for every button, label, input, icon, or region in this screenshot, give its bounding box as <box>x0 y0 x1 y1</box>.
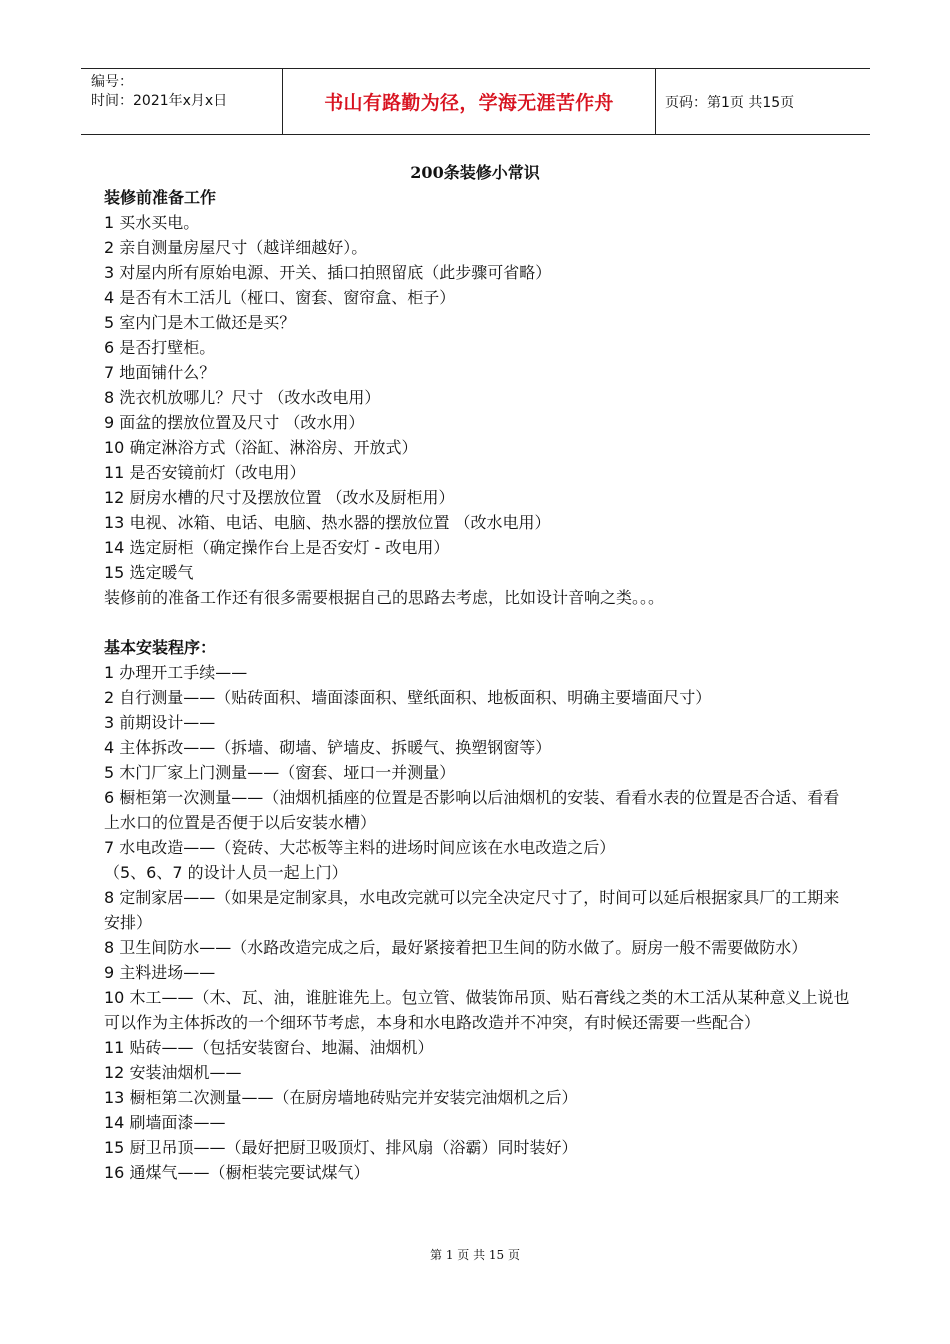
list-item: 12 安装油烟机—— <box>104 1063 242 1082</box>
list-item: 11 贴砖——（包括安装窗台、地漏、油烟机） <box>104 1038 434 1057</box>
list-item: 9 面盆的摆放位置及尺寸 （改水用） <box>104 413 365 432</box>
paragraph: 装修前的准备工作还有很多需要根据自己的思路去考虑，比如设计音响之类。。。 <box>104 588 665 607</box>
document-title: 200条装修小常识 <box>410 163 540 182</box>
page-footer: 第 1 页 共 15 页 <box>430 1248 520 1262</box>
list-item: 1 买水买电。 <box>104 213 200 232</box>
list-item: 8 洗衣机放哪儿？尺寸 （改水改电用） <box>104 388 381 407</box>
section-spacer <box>104 610 854 635</box>
document-body <box>104 185 854 1185</box>
list-item: （5、6、7 的设计人员一起上门） <box>104 863 348 882</box>
list-item: 11 是否安镜前灯（改电用） <box>104 463 306 482</box>
list-item: 13 电视、冰箱、电话、电脑、热水器的摆放位置 （改水电用） <box>104 513 551 532</box>
list-item: 10 木工——（木、瓦、油，谁脏谁先上。包立管、做装饰吊顶、贴石膏线之类的木工活从某种意义上说也可以作为主体拆改的一个细环节考虑，本身和水电路改造并不冲突，有时候还需要一些配合） <box>104 988 850 1032</box>
date-line: 时间：2021年x月x日 <box>91 93 228 109</box>
list-item: 13 橱柜第二次测量——（在厨房墙地砖贴完并安装完油烟机之后） <box>104 1088 578 1107</box>
header-divider <box>655 69 656 134</box>
list-item: 16 通煤气——（橱柜装完要试煤气） <box>104 1163 370 1182</box>
list-item: 9 主料进场—— <box>104 963 216 982</box>
header-motto: 书山有路勤为径，学海无涯苦作舟 <box>324 92 614 114</box>
list-item: 15 选定暖气 <box>104 563 194 582</box>
list-item: 2 自行测量——（贴砖面积、墙面漆面积、壁纸面积、地板面积、明确主要墙面尺寸） <box>104 688 712 707</box>
list-item: 5 室内门是木工做还是买？ <box>104 313 296 332</box>
header-page-info: 页码：第1页 共15页 <box>665 94 795 111</box>
list-item: 15 厨卫吊顶——（最好把厨卫吸顶灯、排风扇（浴霸）同时装好） <box>104 1138 578 1157</box>
code-label: 编号： <box>91 74 133 90</box>
list-item: 7 地面铺什么？ <box>104 363 216 382</box>
list-item: 14 选定厨柜（确定操作台上是否安灯 - 改电用） <box>104 538 450 557</box>
page-header <box>81 68 870 135</box>
list-item: 10 确定淋浴方式（浴缸、淋浴房、开放式） <box>104 438 418 457</box>
section-heading: 装修前准备工作 <box>104 188 217 207</box>
section-heading: 基本安装程序： <box>104 638 217 657</box>
header-meta <box>91 73 281 111</box>
list-item: 12 厨房水槽的尺寸及摆放位置 （改水及厨柜用） <box>104 488 455 507</box>
list-item: 1 办理开工手续—— <box>104 663 248 682</box>
list-item: 2 亲自测量房屋尺寸（越详细越好）。 <box>104 238 368 257</box>
list-item: 3 前期设计—— <box>104 713 216 732</box>
list-item: 8 卫生间防水——（水路改造完成之后，最好紧接着把卫生间的防水做了。厨房一般不需要做防水） <box>104 938 808 957</box>
list-item: 4 主体拆改——（拆墙、砌墙、铲墙皮、拆暖气、换塑钢窗等） <box>104 738 552 757</box>
list-item: 14 刷墙面漆—— <box>104 1113 226 1132</box>
list-item: 6 橱柜第一次测量——（油烟机插座的位置是否影响以后油烟机的安装、看看水表的位置是否合适、看看上水口的位置是否便于以后安装水槽） <box>104 788 840 832</box>
list-item: 8 定制家居——（如果是定制家具，水电改完就可以完全决定尺寸了，时间可以延后根据家具厂的工期来安排） <box>104 888 840 932</box>
list-item: 3 对屋内所有原始电源、开关、插口拍照留底（此步骤可省略） <box>104 263 552 282</box>
list-item: 6 是否打壁柜。 <box>104 338 216 357</box>
list-item: 7 水电改造——（瓷砖、大芯板等主料的进场时间应该在水电改造之后） <box>104 838 616 857</box>
list-item: 5 木门厂家上门测量——（窗套、垭口一并测量） <box>104 763 456 782</box>
list-item: 4 是否有木工活儿（桠口、窗套、窗帘盒、柜子） <box>104 288 456 307</box>
